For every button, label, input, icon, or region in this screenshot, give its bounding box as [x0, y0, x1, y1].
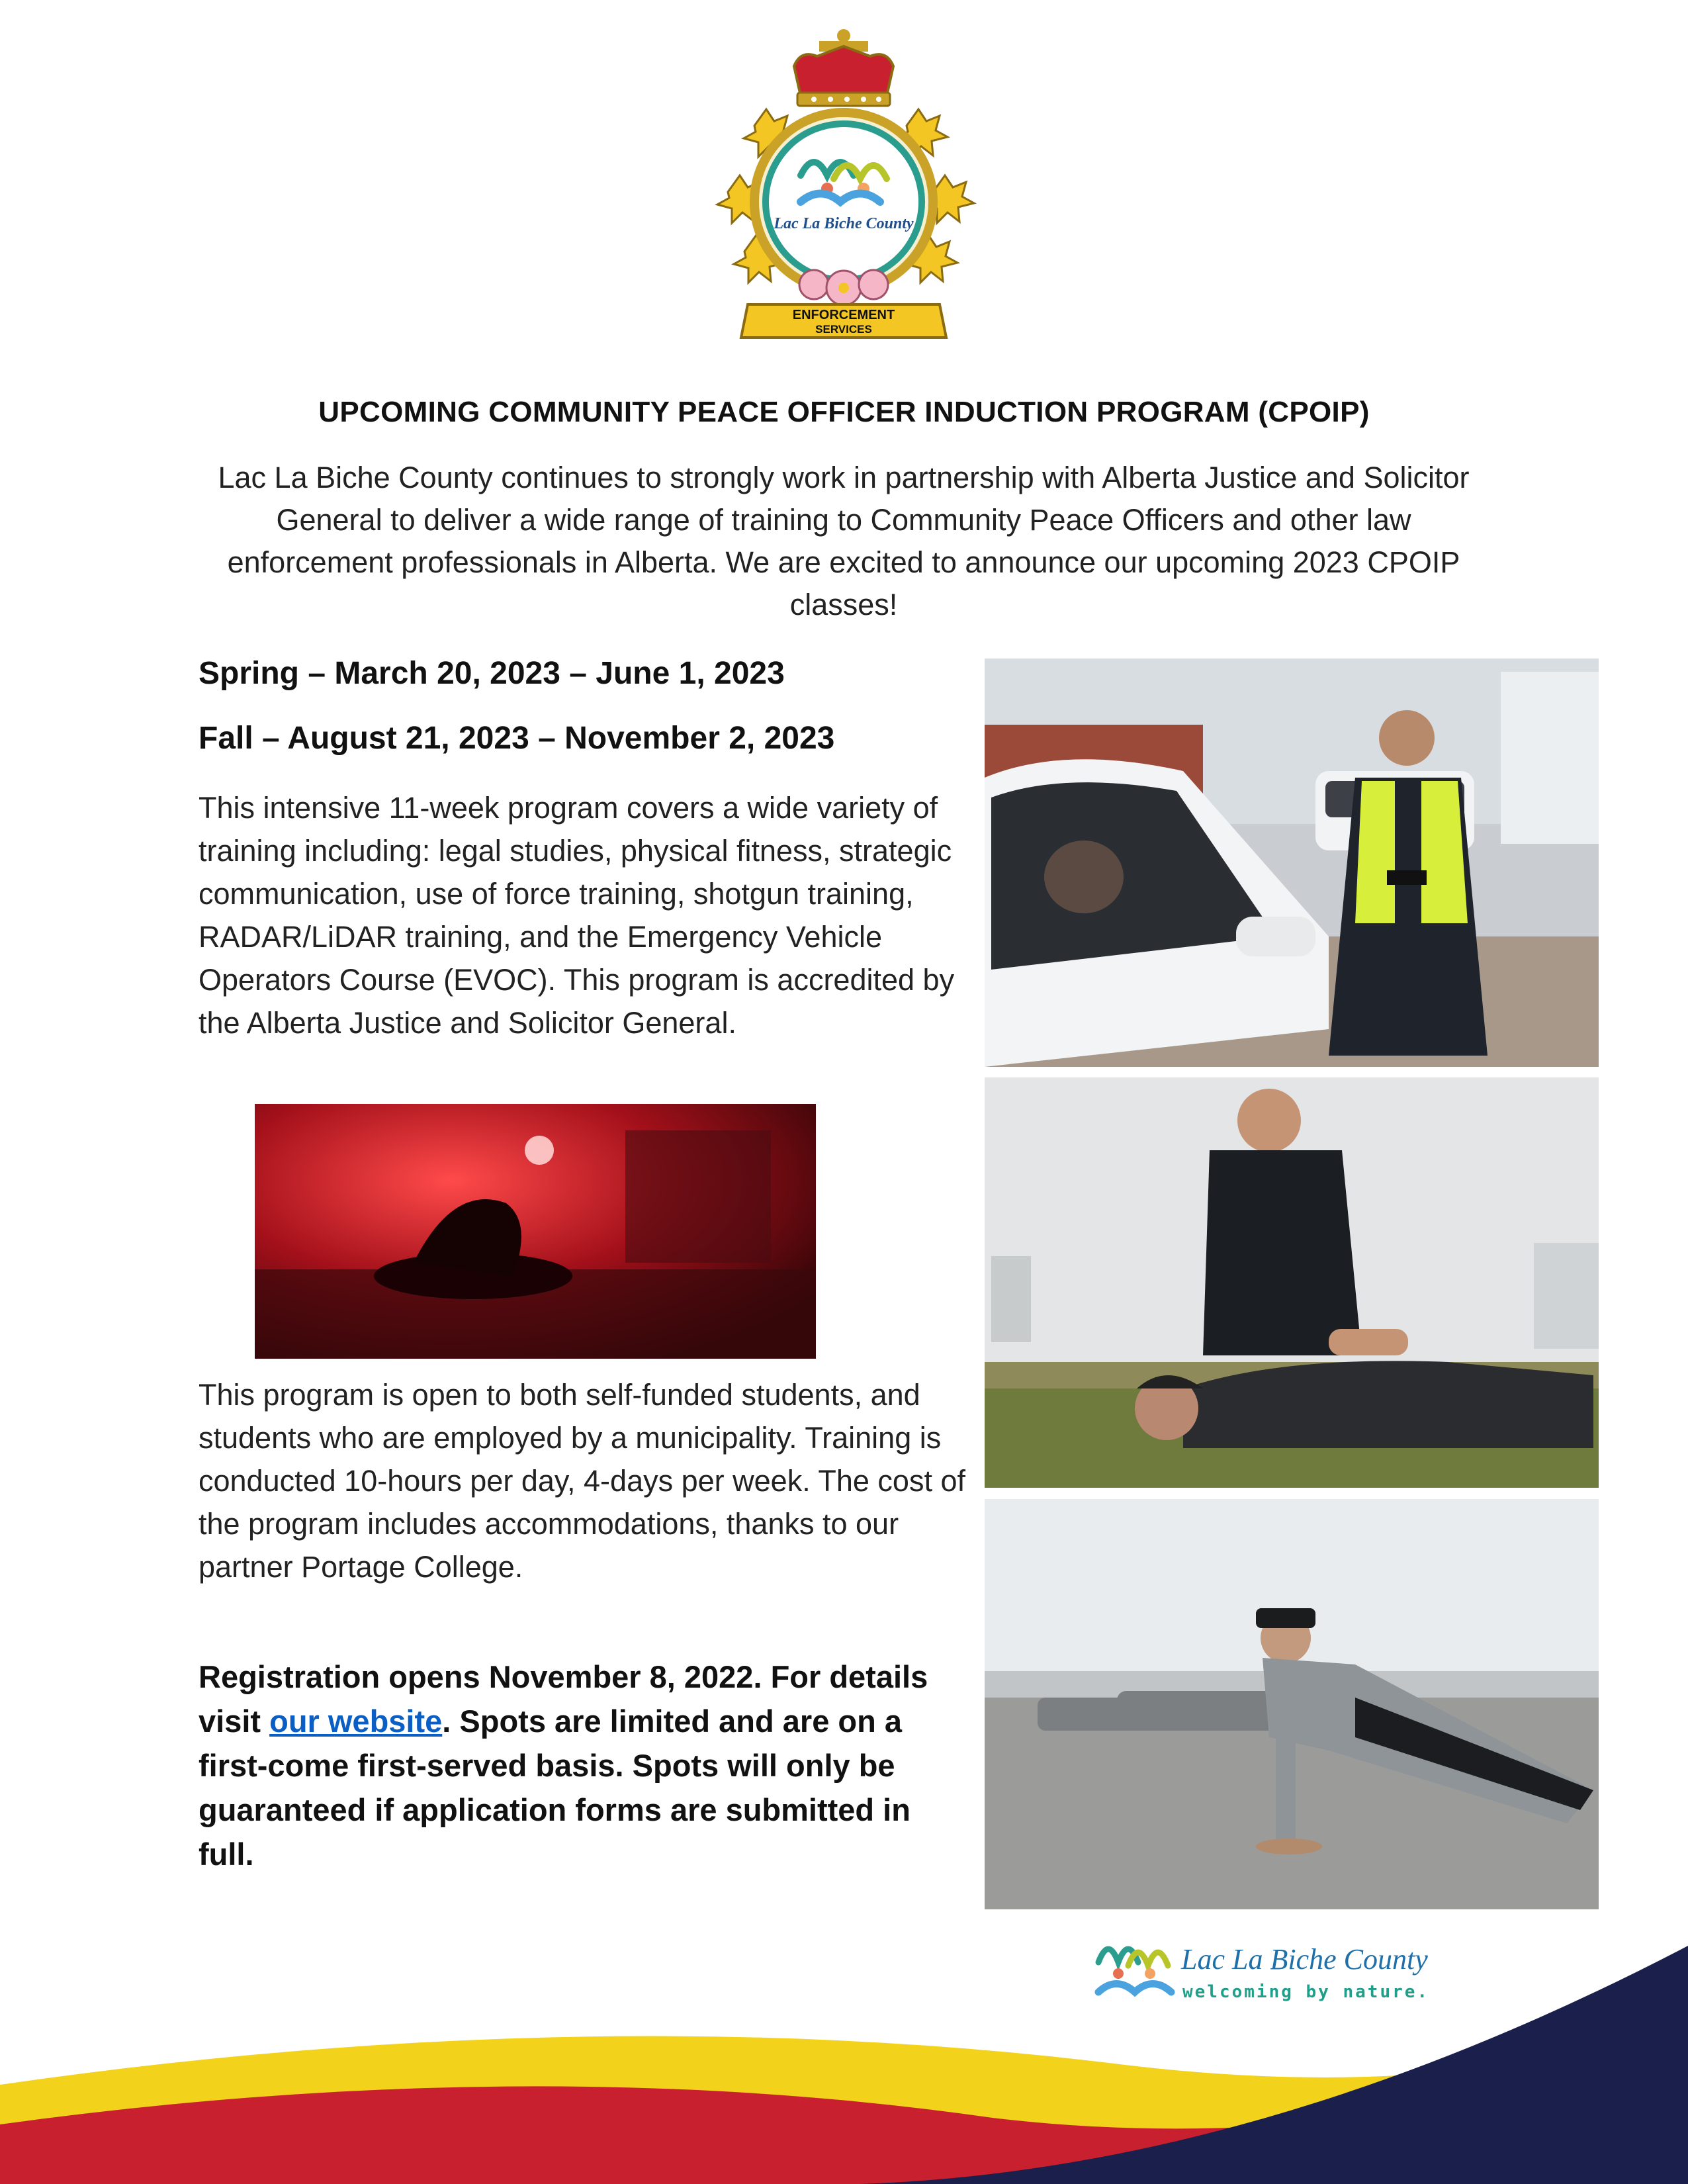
badge-banner-line1: ENFORCEMENT	[792, 308, 895, 322]
enforcement-services-badge	[708, 26, 979, 357]
program-description: This intensive 11-week program covers a wide variety of training including: legal studies, physical fitness, strategic communication, use of force training, shotgun training, RADAR/LiDAR training, and the Emergency Vehicle Operators Course (EVOC). This program is accredited by the Alberta Justice and Solicitor General.	[199, 791, 955, 1040]
traffic-stop-photo	[985, 659, 1599, 1067]
county-logo-icon	[1092, 1926, 1178, 2012]
night-training-photo	[255, 1104, 816, 1359]
county-name: Lac La Biche County	[1181, 1943, 1428, 1976]
arrest-training-photo	[985, 1077, 1599, 1488]
pushup-training-photo	[985, 1499, 1599, 1909]
badge-title: Lac La Biche County	[774, 215, 914, 232]
badge-banner-line2: SERVICES	[815, 323, 872, 336]
intro-paragraph: Lac La Biche County continues to strongly work in partnership with Alberta Justice and Solicitor General to deliver a wide range of training to Community Peace Officers and other law enforcement professionals in Alberta. We are excited to announce our upcoming 2023 CPOIP classes!	[218, 461, 1470, 621]
wild-rose-icon	[799, 270, 888, 305]
page-title: UPCOMING COMMUNITY PEACE OFFICER INDUCTION PROGRAM (CPOIP)	[318, 396, 1370, 428]
registration-text-start: Registration opens November 8, 2022. For details visit	[199, 1659, 928, 1739]
website-link[interactable]: our website	[269, 1704, 443, 1739]
registration-text-end: . Spots are limited and are on a first-come first-served basis. Spots will only be guaranteed if application forms are submitted in full.	[199, 1704, 911, 1872]
spring-session: Spring – March 20, 2023 – June 1, 2023	[199, 656, 785, 691]
fall-session: Fall – August 21, 2023 – November 2, 2023	[199, 721, 835, 756]
county-tagline: welcoming by nature.	[1182, 1982, 1430, 2002]
eligibility-paragraph: This program is open to both self-funded students, and students who are employed by a municipality. Training is conducted 10-hours per day, 4-days per week. The cost of the program includes accommodations, thanks to our partner Portage College.	[199, 1378, 965, 1584]
footer-wave-graphic	[0, 1919, 1688, 2184]
registration-paragraph	[199, 1655, 973, 1876]
crown-icon	[794, 29, 893, 106]
